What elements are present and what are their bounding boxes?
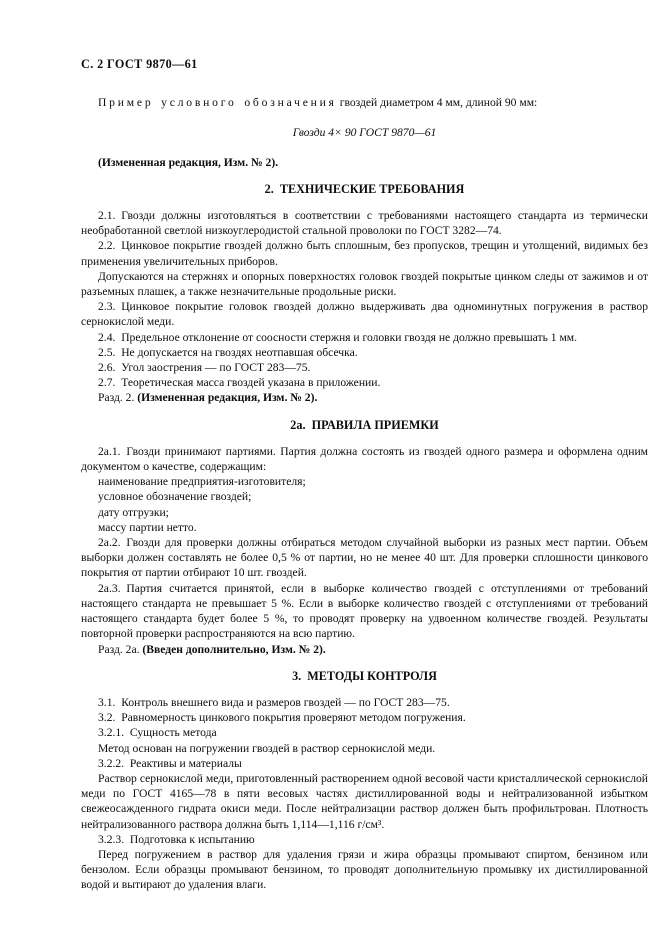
- paragraph: 2.3. Цинковое покрытие головок гвоздей должно выдерживать два одноминутных погружения в раствор сернокислой меди.: [81, 300, 648, 329]
- example-designation: Гвозди 4× 90 ГОСТ 9870—61: [292, 126, 437, 140]
- paragraph: 2а.3. Партия считается принятой, если в выборке количество гвоздей с отступлениями от требований настоящего стандарта не превышает 5 %. Если в выборке количество гвоздей с отступлениями от требований настоящего стандарта будет более 5 %, то проводят проверку на удвоенном количестве гвоздей. Результаты повторной проверки распространяются на всю партию.: [81, 581, 648, 641]
- example-intro-rest: гвоздей диаметром 4 мм, длиной 90 мм:: [336, 96, 538, 110]
- paragraph: 2а.1. Гвозди принимают партиями. Партия должна состоять из гвоздей одного размера и оформлена одним документом о качестве, содержащим:: [81, 444, 648, 474]
- paragraph: Метод основан на погружении гвоздей в раствор сернокислой меди.: [98, 741, 436, 755]
- paragraph: 2.2. Цинковое покрытие гвоздей должно быть сплошным, без пропусков, трещин и утолщений, видимых без применения увеличительных приборов.: [81, 239, 648, 268]
- paragraph: Раствор сернокислой меди, приготовленный растворением одной весовой части кристаллической сернокислой меди по ГОСТ 4165—78 в пяти весовых частях дистиллированной воды и нейтрализованной избытком свежеосажденного гидрата окиси меди. После нейтрализации раствор должен быть профильтрован. Плотность нейтрализованного раствора должна быть 1,114—1,116 г/см³.: [81, 771, 648, 831]
- section-technical-requirements: [81, 182, 648, 406]
- paragraph: 2а.2. Гвозди для проверки должны отбираться методом случайной выборки из разных мест партии. Объем выборки должен составлять не более 0,5 % от партии, но не менее 40 шт. Для проверки сплошности цинкового покрытия от партии отбирают 10 шт. гвоздей.: [81, 536, 648, 580]
- amendment-prefix: Разд. 2а.: [98, 642, 143, 656]
- paragraph: 2.6. Угол заострения — по ГОСТ 283—75.: [98, 361, 311, 375]
- paragraph: 3.2.2. Реактивы и материалы: [98, 756, 242, 770]
- amendment-bold: (Измененная редакция, Изм. № 2).: [137, 391, 318, 405]
- section-heading: 2. ТЕХНИЧЕСКИЕ ТРЕБОВАНИЯ: [264, 181, 465, 196]
- paragraph: Допускаются на стержнях и опорных поверхностях головок гвоздей покрытые цинком следы от зажимов и от разъемных плашек, а также незначительные продольные риски.: [81, 269, 648, 299]
- paragraph: 2.1. Гвозди должны изготовляться в соответствии с требованиями настоящего стандарта из термически необработанной светлой низкоуглеродистой стальной проволоки по ГОСТ 3282—74.: [81, 209, 648, 238]
- list-item: условное обозначение гвоздей;: [98, 490, 252, 504]
- paragraph: 2.4. Предельное отклонение от соосности стержня и головки гвоздя не должно превышать 1 мм.: [98, 330, 578, 344]
- page-header: С. 2 ГОСТ 9870—61: [81, 57, 198, 71]
- example-intro: [81, 95, 648, 110]
- paragraph: 2.5. Не допускается на гвоздях неотпавшая обсечка.: [98, 345, 358, 359]
- paragraph: 3.2. Равномерность цинкового покрытия проверяют методом погружения.: [98, 711, 466, 725]
- list-item: дату отгрузки;: [98, 505, 169, 519]
- paragraph: 3.2.1. Сущность метода: [98, 726, 217, 740]
- paragraph-section-amendment: [81, 642, 648, 657]
- list-item: наименование предприятия-изготовителя;: [98, 475, 306, 489]
- section-acceptance-rules: [81, 418, 648, 657]
- paragraph: 2.7. Теоретическая масса гвоздей указана в приложении.: [98, 376, 381, 390]
- list-item: массу партии нетто.: [98, 520, 197, 534]
- paragraph-section-amendment: [81, 390, 648, 405]
- paragraph: 3.2.3. Подготовка к испытанию: [98, 832, 255, 846]
- section-heading: 2а. ПРАВИЛА ПРИЕМКИ: [290, 417, 439, 432]
- paragraph: Перед погружением в раствор для удаления грязи и жира образцы промывают спиртом, бензином или бензолом. Если образцы промывают бензином, то проводят дополнительную промывку их дистиллированной водой и вытирают до удаления влаги.: [81, 847, 648, 892]
- paragraph: 3.1. Контроль внешнего вида и размеров гвоздей — по ГОСТ 283—75.: [98, 695, 450, 709]
- section-heading: 3. МЕТОДЫ КОНТРОЛЯ: [292, 668, 437, 683]
- section-control-methods: [81, 669, 648, 893]
- amendment-note: (Измененная редакция, Изм. № 2).: [98, 155, 279, 169]
- amendment-prefix: Разд. 2.: [98, 391, 138, 405]
- example-intro-spaced: Пример условного обозначения: [98, 96, 337, 110]
- amendment-bold: (Введен дополнительно, Изм. № 2).: [142, 642, 326, 656]
